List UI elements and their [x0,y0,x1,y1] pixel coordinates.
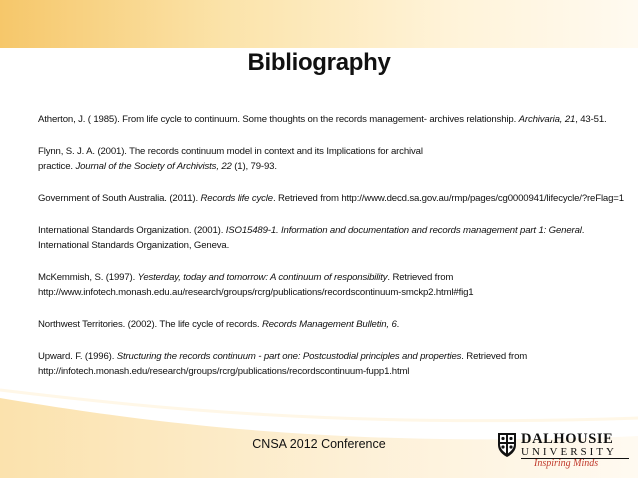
reference-entry [38,112,628,127]
reference-text-segment: Flynn, S. J. A. (2001). The records continuum model in context and its Implications for archival [38,146,423,157]
reference-entry [38,349,628,379]
reference-text-segment: (1), 79-93. [231,161,277,172]
reference-text-segment: . Retrieved from http://www.decd.sa.gov.au/rmp/pages/cg0000941/lifecycle/?reFlag=1 [272,193,624,204]
reference-line [38,364,628,379]
reference-entry [38,270,628,300]
header-band [0,0,638,48]
reference-text-segment: practice. [38,161,76,172]
reference-line [38,285,628,300]
logo-university: UNIVERSITY [521,446,617,458]
reference-text-segment: . Retrieved from [387,272,454,283]
reference-line [38,317,628,332]
reference-text-segment: , 43-51. [575,114,607,125]
reference-line [38,223,628,238]
reference-entry [38,317,628,332]
reference-line [38,191,628,206]
reference-entry [38,223,628,253]
reference-italic-segment: Records life cycle [200,193,273,204]
footer-conference-label: CNSA 2012 Conference [252,437,386,451]
reference-text-segment: International Standards Organization, Geneva. [38,240,230,251]
crest-icon [497,432,517,458]
reference-entry [38,191,628,206]
reference-list [38,112,628,396]
reference-italic-segment: Records Management Bulletin, 6 [261,319,397,330]
reference-text-segment: International Standards Organization. (2001). [38,225,226,236]
slide-title: Bibliography [247,49,391,76]
reference-line [38,349,628,364]
reference-text-segment: http://infotech.monash.edu/research/groups/rcrg/publications/recordscontinuum-fupp1.html [38,366,410,377]
reference-text-segment: Atherton, J. ( 1985). From life cycle to continuum. Some thoughts on the records management- archives relationship. [38,114,519,125]
reference-text-segment: Upward. F. (1996). [38,351,117,362]
reference-line [38,238,628,253]
reference-text-segment: . [396,319,400,330]
reference-line [38,112,628,127]
reference-text-segment: McKemmish, S. (1997). [38,272,138,283]
reference-text-segment: Northwest Territories. (2002). The life cycle of records. [38,319,262,330]
reference-line [38,144,628,159]
reference-text-segment: . Retrieved from [461,351,528,362]
reference-italic-segment: Journal of the Society of Archivists, 22 [75,161,232,172]
reference-italic-segment: Archivaria, 21 [518,114,576,125]
reference-italic-segment: Structuring the records continuum - part one: Postcustodial principles and properties [116,351,462,362]
dalhousie-logo [497,431,632,471]
reference-text-segment: . [581,225,585,236]
reference-italic-segment: ISO15489-1. Information and documentation and records management part 1: General [225,225,582,236]
reference-line [38,159,628,174]
reference-text-segment: http://www.infotech.monash.edu.au/research/groups/rcrg/publications/recordscontinuum-smckp2.html#fig1 [38,287,474,298]
logo-tagline: Inspiring Minds [534,458,599,469]
reference-text-segment: Government of South Australia. (2011). [38,193,201,204]
reference-italic-segment: Yesterday, today and tomorrow: A continuum of responsibility [137,272,388,283]
reference-entry [38,144,628,174]
logo-name: DALHOUSIE [521,431,614,447]
reference-line [38,270,628,285]
